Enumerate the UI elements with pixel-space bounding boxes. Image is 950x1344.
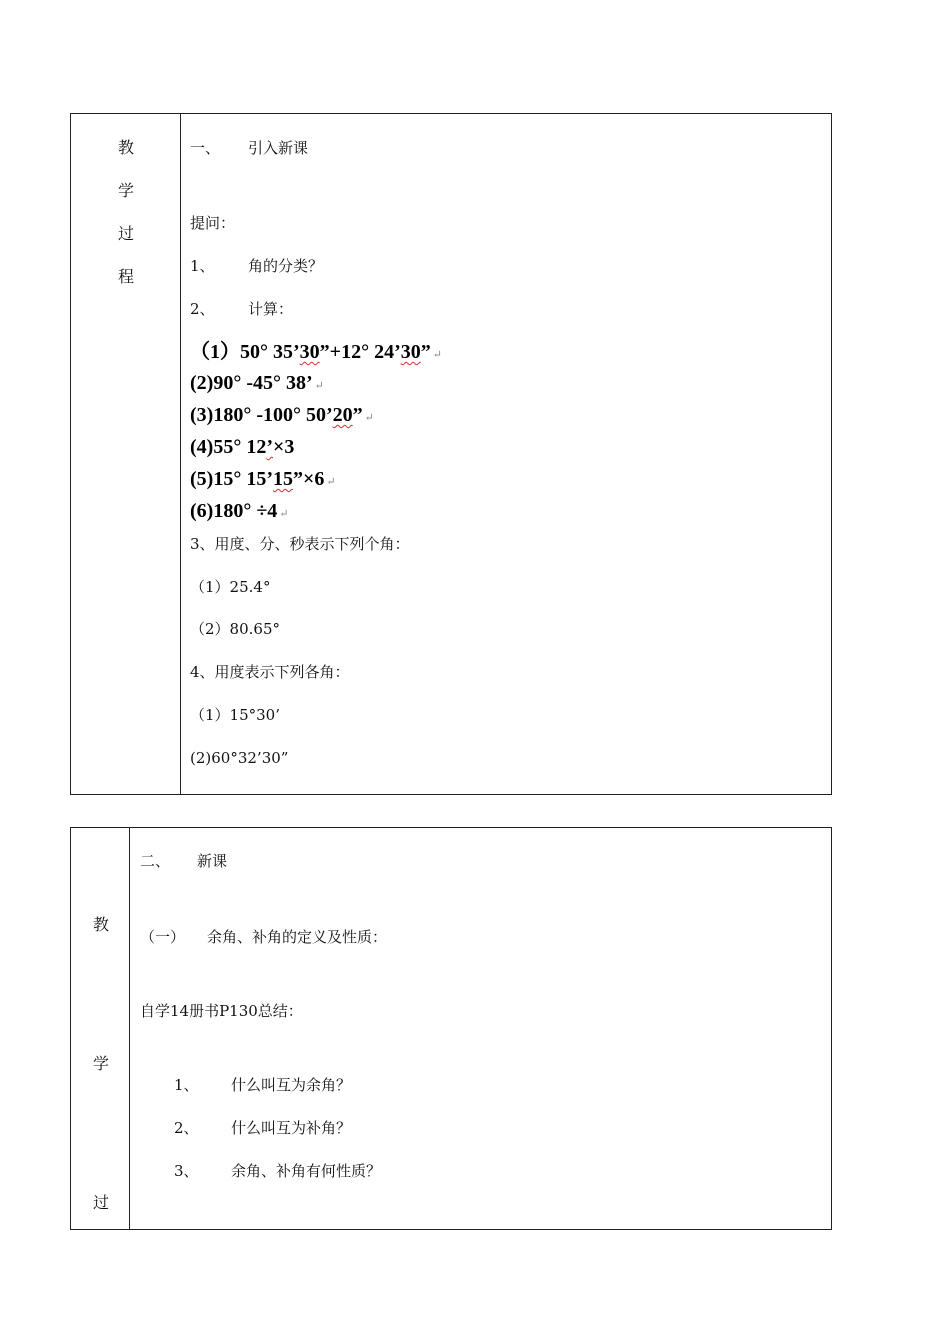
- subsection-title: 余角、补角的定义及性质：: [207, 928, 388, 946]
- side-label-char: 教: [93, 915, 110, 934]
- item-text: 余角、补角有何性质？: [231, 1162, 382, 1180]
- section-number: 二、: [140, 852, 171, 870]
- section-number: 一、: [190, 139, 221, 157]
- column-divider: [129, 828, 130, 1229]
- return-mark: ↵: [432, 349, 442, 361]
- item-number: 1、: [190, 257, 215, 275]
- side-label-char: 过: [118, 224, 135, 243]
- question-4-item: （1）15°30’: [190, 706, 280, 724]
- question-3-item: （2）80.65°: [190, 620, 280, 638]
- return-mark: ↵: [279, 508, 289, 520]
- calc-line: （1）50° 35’30”+12° 24’30” ↵: [190, 341, 442, 363]
- question-4: 4、用度表示下列各角：: [190, 663, 350, 681]
- item-text: 什么叫互为补角？: [231, 1119, 352, 1137]
- subsection-number: （一）: [140, 928, 186, 946]
- lesson-table-new: [70, 827, 832, 1230]
- item-number: 2、: [174, 1119, 199, 1137]
- section-title: 新课: [197, 852, 228, 870]
- item-text: 什么叫互为余角？: [231, 1076, 352, 1094]
- column-divider: [180, 114, 181, 794]
- calc-line: (3)180° -100° 50’20” ↵: [190, 404, 374, 426]
- calc-line: (6)180° ÷4 ↵: [190, 500, 289, 522]
- calc-line: (2)90° -45° 38’ ↵: [190, 372, 324, 394]
- lesson-table-intro: [70, 113, 832, 795]
- return-mark: ↵: [326, 476, 336, 488]
- item-text: 角的分类？: [248, 257, 324, 275]
- question-3-item: （1）25.4°: [190, 578, 271, 596]
- calc-line: (4)55° 12’×3: [190, 436, 295, 458]
- item-number: 1、: [174, 1076, 199, 1094]
- question-4-item: (2)60°32’30”: [190, 749, 289, 767]
- side-label-char: 学: [93, 1054, 110, 1073]
- item-number: 2、: [190, 300, 215, 318]
- side-label-char: 程: [118, 267, 135, 286]
- side-label-char: 学: [118, 181, 135, 200]
- return-mark: ↵: [314, 380, 324, 392]
- return-mark: ↵: [364, 412, 374, 424]
- item-text: 计算：: [248, 300, 294, 318]
- item-number: 3、: [174, 1162, 199, 1180]
- question-label: 提问：: [190, 214, 236, 232]
- section-title: 引入新课: [248, 139, 309, 157]
- calc-line: (5)15° 15’15”×6 ↵: [190, 468, 336, 490]
- side-label-char: 过: [93, 1193, 110, 1212]
- self-study-note: 自学14册书P130总结：: [140, 1002, 303, 1020]
- side-label-char: 教: [118, 138, 135, 157]
- question-3: 3、用度、分、秒表示下列个角：: [190, 535, 410, 553]
